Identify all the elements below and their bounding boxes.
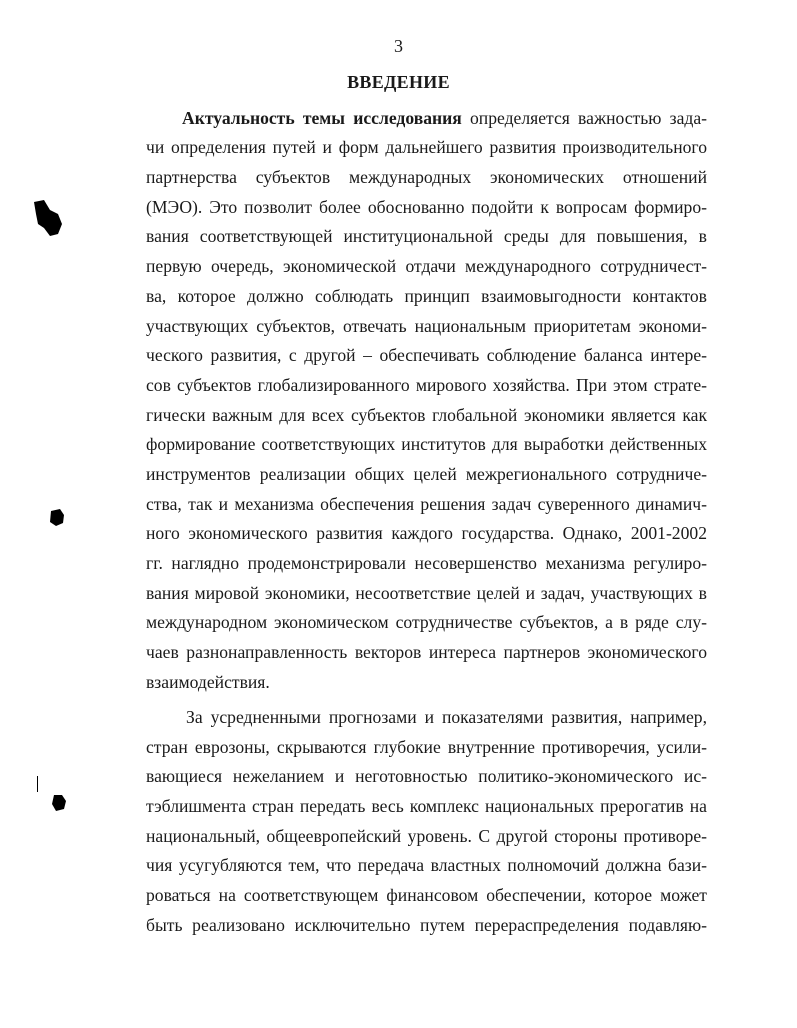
scan-mark-top xyxy=(30,196,66,240)
text-line: первую очередь, экономической отдачи международного сотрудничест- xyxy=(146,256,707,276)
page-number: 3 xyxy=(394,36,403,56)
text-line: сов субъектов глобализированного мирового хозяйства. При этом страте- xyxy=(146,375,707,395)
text-line: вания соответствующей институциональной среды для повышения, в xyxy=(146,226,707,246)
line-text: определяется важностью зада- xyxy=(461,108,708,128)
text-line: (МЭО). Это позволит более обоснованно подойти к вопросам формиро- xyxy=(146,197,707,217)
text-line: гически важным для всех субъектов глобальной экономики является как xyxy=(146,405,707,425)
text-line: роваться на соответствующем финансовом обеспечении, которое может xyxy=(146,885,707,905)
text-line: национальный, общеевропейский уровень. С другой стороны противоре- xyxy=(146,826,707,846)
scan-mark-middle xyxy=(48,508,66,528)
text-line: чия усугубляются тем, что передача властных полномочий должна бази- xyxy=(146,855,707,875)
text-line: вания мировой экономики, несоответствие целей и задач, участвующих в xyxy=(146,583,707,603)
text-line: формирование соответствующих институтов для выработки действенных xyxy=(146,434,707,454)
text-line: быть реализовано исключительно путем перераспределения подавляю- xyxy=(146,915,707,935)
text-line: ного экономического развития каждого государства. Однако, 2001-2002 xyxy=(146,523,707,543)
text-line: инструментов реализации общих целей межрегионального сотрудниче- xyxy=(146,464,707,484)
text-line: ства, так и механизма обеспечения решения задач суверенного динамич- xyxy=(146,494,707,514)
text-line: тэблишмента стран передать весь комплекс национальных прерогатив на xyxy=(146,796,707,816)
bold-lead: Актуальность темы исследования xyxy=(182,108,462,128)
text-line: вающиеся нежеланием и неготовностью политико-экономического ис- xyxy=(146,766,707,786)
text-line: международном экономическом сотрудничестве субъектов, а в ряде слу- xyxy=(146,612,707,632)
text-line: ческого развития, с другой – обеспечивать соблюдение баланса интере- xyxy=(146,345,707,365)
text-line: ва, которое должно соблюдать принцип взаимовыгодности контактов xyxy=(146,286,707,306)
scan-line-mark xyxy=(37,776,38,792)
text-line: чаев разнонаправленность векторов интереса партнеров экономического xyxy=(146,642,707,662)
text-line: чи определения путей и форм дальнейшего развития производительного xyxy=(146,137,707,157)
text-line: За усредненными прогнозами и показателями развития, например, xyxy=(186,707,707,727)
text-line: взаимодействия. xyxy=(146,672,270,692)
text-line: стран еврозоны, скрываются глубокие внутренние противоречия, усили- xyxy=(146,737,707,757)
text-line: гг. наглядно продемонстрировали несовершенство механизма регулиро- xyxy=(146,553,707,573)
text-line xyxy=(182,106,707,130)
text-line: партнерства субъектов международных экономических отношений xyxy=(146,167,707,187)
scan-mark-bottom xyxy=(50,793,68,813)
text-line: участвующих субъектов, отвечать национальным приоритетам экономи- xyxy=(146,316,707,336)
section-heading: ВВЕДЕНИЕ xyxy=(347,72,450,92)
